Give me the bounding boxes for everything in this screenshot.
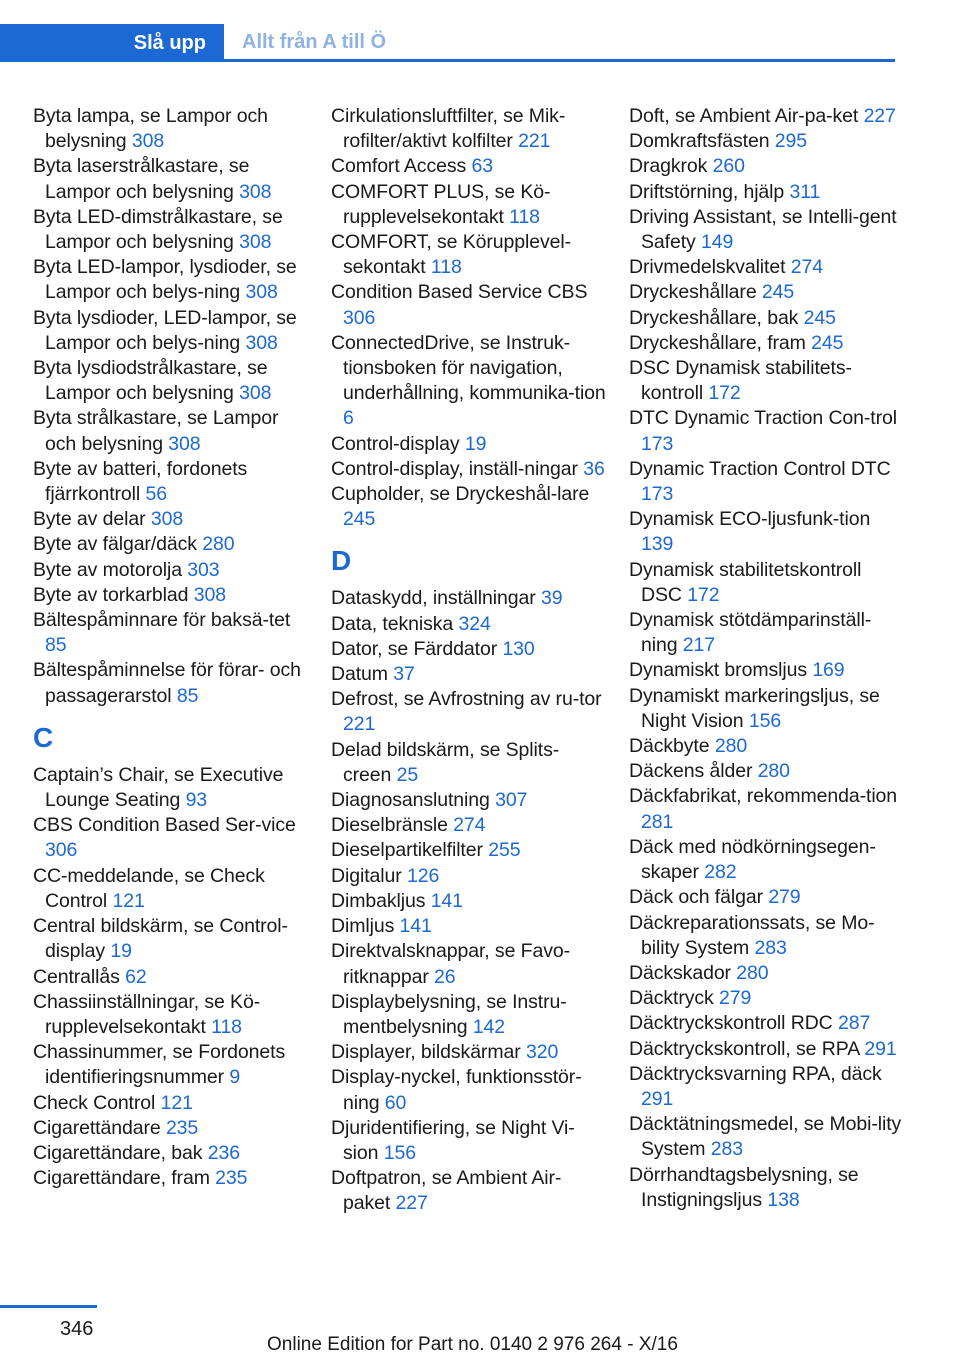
page-link[interactable]: 26 xyxy=(434,965,456,988)
header-tabs xyxy=(0,24,895,62)
index-entry xyxy=(629,306,904,331)
page-link[interactable]: 62 xyxy=(125,965,147,988)
index-term: Byta lampa, se Lampor och belysning xyxy=(33,105,268,153)
index-term: Byta lysdiodstrålkastare, se Lampor och belysning xyxy=(33,357,268,405)
index-term: Däck och fälgar xyxy=(629,886,763,909)
index-term: Däckreparationssats, se Mo-bility System xyxy=(629,911,875,959)
index-term: Defrost, se Avfrostning av ru-tor xyxy=(331,688,602,711)
page-link[interactable]: 308 xyxy=(239,231,272,254)
index-entry xyxy=(33,583,308,608)
index-entry xyxy=(331,738,606,788)
tab-allt-fran-a-till-o[interactable]: Allt från A till Ö xyxy=(242,31,387,53)
index-entry xyxy=(629,961,904,986)
index-term: Dörrhandtagsbelysning, se Instigningsljus xyxy=(629,1163,859,1211)
index-term: Doftpatron, se Ambient Air-paket xyxy=(331,1167,562,1215)
page-link[interactable]: 274 xyxy=(453,814,486,837)
index-entry xyxy=(629,154,904,179)
index-term: Datum xyxy=(331,663,388,686)
index-entry xyxy=(629,608,904,658)
page-link[interactable]: 149 xyxy=(701,231,734,254)
index-term: Diagnosanslutning xyxy=(331,789,490,812)
index-entry xyxy=(331,612,606,637)
index-term: Dynamisk stabilitetskontroll DSC xyxy=(629,558,862,606)
page-link[interactable]: 245 xyxy=(761,281,795,304)
index-entry xyxy=(331,1116,606,1166)
index-term: Dator, se Färddator xyxy=(331,637,498,660)
page-link[interactable]: 281 xyxy=(641,810,674,833)
index-term: Däcktätningsmedel, se Mobi-lity System xyxy=(629,1113,902,1161)
index-entry xyxy=(629,129,904,154)
page-link[interactable]: 138 xyxy=(767,1188,800,1211)
index-entry xyxy=(33,532,308,557)
index-term: Byte av torkarblad xyxy=(33,583,189,606)
page-link[interactable]: 141 xyxy=(399,915,432,938)
index-term: Byte av batteri, fordonets fjärrkontroll xyxy=(33,457,248,506)
index-entry xyxy=(33,1091,308,1116)
page-link[interactable]: 37 xyxy=(393,663,415,686)
page-link[interactable]: 93 xyxy=(185,789,208,812)
index-term: Däckens ålder xyxy=(629,760,753,783)
index-entry xyxy=(331,1065,606,1115)
page-link[interactable]: 36 xyxy=(583,457,605,480)
page-link[interactable]: 121 xyxy=(112,889,145,912)
index-term: Byta laserstrålkastare, se Lampor och belysning xyxy=(33,155,250,203)
index-entry xyxy=(33,608,308,658)
page-link[interactable]: 308 xyxy=(239,382,272,405)
index-term: Dynamiskt markeringsljus, se Night Vision xyxy=(629,684,880,732)
index-entry xyxy=(33,965,308,990)
page-link[interactable]: 303 xyxy=(187,558,220,581)
page-link[interactable]: 130 xyxy=(502,637,535,660)
index-term: Control-display xyxy=(331,432,460,455)
index-entry xyxy=(33,1166,308,1191)
index-term: Däckskador xyxy=(629,961,731,984)
index-term: Byta LED-lampor, lysdioder, se Lampor och belys-ning xyxy=(33,256,297,304)
page-link[interactable]: 9 xyxy=(229,1066,241,1089)
page-link[interactable]: 308 xyxy=(131,130,165,153)
page-link[interactable]: 221 xyxy=(518,130,551,153)
index-term: Byte av motorolja xyxy=(33,558,182,581)
index-entry xyxy=(33,763,308,813)
page-link[interactable]: 118 xyxy=(509,205,540,228)
index-entry xyxy=(33,255,308,305)
page-link[interactable]: 245 xyxy=(803,306,836,329)
index-entry xyxy=(33,813,308,863)
index-term: Byta lysdioder, LED-lampor, se Lampor och belys-ning xyxy=(33,306,297,354)
index-term: Driftstörning, hjälp xyxy=(629,180,785,203)
index-term: Dieselpartikelfilter xyxy=(331,839,483,862)
index-entry xyxy=(629,205,904,255)
index-entry xyxy=(331,838,606,863)
page-link[interactable]: 287 xyxy=(838,1012,871,1035)
page-link[interactable]: 291 xyxy=(641,1087,674,1110)
index-term: Byta LED-dimstrålkastare, se Lampor och belysning xyxy=(33,205,283,254)
index-entry xyxy=(629,104,904,129)
page-link[interactable]: 235 xyxy=(215,1167,248,1190)
index-entry xyxy=(629,759,904,784)
index-entry xyxy=(331,586,606,611)
index-term: Captain’s Chair, se Executive Lounge Seating xyxy=(33,763,284,812)
page-link[interactable]: 19 xyxy=(110,940,132,963)
index-entry xyxy=(33,1141,308,1166)
page-link[interactable]: 118 xyxy=(430,256,462,279)
index-column-2 xyxy=(331,104,606,1217)
page-number: 346 xyxy=(60,1318,94,1340)
index-term: Drivmedelskvalitet xyxy=(629,256,786,279)
page-link[interactable]: 227 xyxy=(395,1192,428,1215)
index-term: Dynamiskt bromsljus xyxy=(629,659,807,682)
index-entry xyxy=(629,280,904,305)
index-term: Domkraftsfästen xyxy=(629,130,770,153)
index-entry xyxy=(331,687,606,737)
page-link[interactable]: 172 xyxy=(687,583,720,606)
page-link[interactable]: 283 xyxy=(710,1138,743,1161)
index-entry xyxy=(331,104,606,154)
index-term: Centrallås xyxy=(33,965,120,988)
section-letter: C xyxy=(33,721,54,753)
index-entry xyxy=(33,306,308,356)
index-entry xyxy=(331,280,606,330)
index-entry xyxy=(33,406,308,456)
index-term: Dryckeshållare xyxy=(629,281,757,304)
index-term: Dynamisk stötdämparinställ-ning xyxy=(629,609,872,657)
index-entry xyxy=(33,154,308,204)
page-link[interactable]: 308 xyxy=(168,432,201,455)
index-term: Direktvalsknappar, se Favo-ritknappar xyxy=(331,940,570,988)
page-link[interactable]: 306 xyxy=(343,306,376,329)
index-entry xyxy=(33,507,308,532)
index-entry xyxy=(629,1011,904,1036)
index-term: DTC Dynamic Traction Con-trol xyxy=(629,407,897,430)
index-term: Control-display, inställ-ningar xyxy=(331,457,578,480)
index-entry xyxy=(331,939,606,989)
index-entry xyxy=(629,1112,904,1162)
index-entry xyxy=(629,180,904,205)
index-entry xyxy=(33,1040,308,1090)
page-link[interactable]: 320 xyxy=(525,1041,559,1064)
index-entry xyxy=(33,990,308,1040)
index-term: CC-meddelande, se Check Control xyxy=(33,864,265,912)
index-entry xyxy=(629,331,904,356)
index-term: Byta strålkastare, se Lampor och belysning xyxy=(33,407,279,455)
index-term: Cupholder, se Dryckeshål-lare xyxy=(331,483,590,506)
index-entry xyxy=(331,637,606,662)
index-term: Dynamisk ECO-ljusfunk-tion xyxy=(629,508,871,531)
index-entry xyxy=(629,507,904,557)
index-entry xyxy=(331,990,606,1040)
index-entry xyxy=(629,255,904,280)
index-entry xyxy=(629,558,904,608)
index-entry xyxy=(629,784,904,834)
page-link[interactable]: 282 xyxy=(704,861,737,884)
index-entry xyxy=(331,813,606,838)
page-link[interactable]: 280 xyxy=(736,961,769,984)
index-term: Cirkulationsluftfilter, se Mik-rofilter/aktivt kolfilter xyxy=(331,105,566,153)
page-link[interactable]: 311 xyxy=(789,180,821,203)
page-link[interactable]: 308 xyxy=(150,508,184,531)
index-entry xyxy=(629,457,904,507)
page-link[interactable]: 39 xyxy=(540,587,563,610)
index-entry xyxy=(33,1116,308,1141)
index-entry xyxy=(629,835,904,885)
page-link[interactable]: 279 xyxy=(719,987,752,1010)
index-term: Cigarettändare, bak xyxy=(33,1141,203,1164)
index-term: DSC Dynamisk stabilitets-kontroll xyxy=(629,357,852,405)
index-entry xyxy=(629,986,904,1011)
page-link[interactable]: 307 xyxy=(495,789,528,812)
page-link[interactable]: 156 xyxy=(383,1141,416,1164)
index-entry xyxy=(629,356,904,406)
page-link[interactable]: 274 xyxy=(790,256,823,279)
index-entry xyxy=(331,864,606,889)
page-link[interactable]: 295 xyxy=(774,130,808,153)
index-column-3 xyxy=(629,104,904,1213)
index-term: COMFORT PLUS, se Kö-rupplevelsekontakt xyxy=(331,180,551,228)
page-link[interactable]: 172 xyxy=(708,382,741,405)
page-link[interactable]: 308 xyxy=(239,180,272,203)
index-entry xyxy=(331,662,606,687)
index-entry xyxy=(629,658,904,683)
index-term: Displaybelysning, se Instru-mentbelysning xyxy=(331,990,567,1038)
index-term: Digitalur xyxy=(331,864,402,887)
header-divider xyxy=(0,59,895,62)
page-link[interactable]: 63 xyxy=(471,155,493,178)
page-link[interactable]: 6 xyxy=(343,407,354,430)
page-link[interactable]: 227 xyxy=(863,105,896,127)
index-entry xyxy=(331,432,606,457)
index-term: Däcktryckskontroll, se RPA xyxy=(629,1037,860,1060)
page-link[interactable]: 156 xyxy=(748,709,782,732)
page-link[interactable]: 255 xyxy=(488,839,521,862)
index-entry xyxy=(33,356,308,406)
index-term: ConnectedDrive, se Instruk-tionsboken för navigation, underhållning, kommunika-tion xyxy=(331,331,606,405)
tab-sla-upp[interactable]: Slå upp xyxy=(0,24,224,62)
page-link[interactable]: 118 xyxy=(211,1015,242,1038)
index-column-1 xyxy=(33,104,308,1191)
index-term: Däckfabrikat, rekommenda-tion xyxy=(629,785,898,808)
index-term: Data, tekniska xyxy=(331,612,454,635)
index-term: Central bildskärm, se Control-display xyxy=(33,915,288,963)
page-link[interactable]: 221 xyxy=(343,713,376,736)
index-entry xyxy=(331,331,606,432)
page-number-bar xyxy=(0,1305,97,1308)
page-link[interactable]: 308 xyxy=(193,583,226,606)
index-entry xyxy=(331,914,606,939)
index-term: CBS Condition Based Ser-vice xyxy=(33,814,296,837)
page-link[interactable]: 85 xyxy=(176,684,199,707)
page-link[interactable]: 324 xyxy=(458,612,491,635)
index-entry xyxy=(331,788,606,813)
index-entry xyxy=(331,180,606,230)
index-term: Dragkrok xyxy=(629,155,708,178)
index-term: Display-nyckel, funktionsstör-ning xyxy=(331,1066,582,1114)
page-link[interactable]: 280 xyxy=(714,735,748,758)
index-term: COMFORT, se Körupplevel-sekontakt xyxy=(331,231,571,279)
index-term: Displayer, bildskärmar xyxy=(331,1041,521,1064)
page-link[interactable]: 235 xyxy=(165,1116,199,1139)
index-entry xyxy=(33,205,308,255)
index-term: Dryckeshållare, bak xyxy=(629,306,799,329)
page-link[interactable]: 236 xyxy=(207,1141,240,1164)
index-entry xyxy=(629,406,904,456)
index-entry xyxy=(331,457,606,482)
index-entry xyxy=(33,658,308,708)
index-term: Däcktryckskontroll RDC xyxy=(629,1012,833,1035)
index-entry xyxy=(331,889,606,914)
index-term: Däck med nödkörningsegen-skaper xyxy=(629,835,876,884)
index-entry xyxy=(629,684,904,734)
page-link[interactable]: 279 xyxy=(768,886,801,909)
index-term: Delad bildskärm, se Splits-creen xyxy=(331,738,560,786)
index-entry xyxy=(331,1040,606,1065)
page-link[interactable]: 139 xyxy=(641,533,674,556)
page-link[interactable]: 245 xyxy=(811,331,844,354)
page-link[interactable]: 85 xyxy=(45,634,67,657)
page-link[interactable]: 245 xyxy=(343,508,376,531)
page-link[interactable]: 142 xyxy=(472,1015,506,1038)
index-entry xyxy=(629,1062,904,1112)
page-link[interactable]: 280 xyxy=(757,760,790,783)
page-link[interactable]: 25 xyxy=(396,763,419,786)
index-entry xyxy=(629,1037,904,1062)
index-entry xyxy=(33,104,308,154)
index-term: Däcktryck xyxy=(629,987,714,1010)
footer-edition: Online Edition for Part no. 0140 2 976 264 - X/16 xyxy=(267,1334,678,1355)
index-term: Dataskydd, inställningar xyxy=(331,587,536,610)
index-entry xyxy=(629,734,904,759)
index-term: Dieselbränsle xyxy=(331,814,448,837)
page-link[interactable]: 260 xyxy=(712,155,745,178)
page-link[interactable]: 306 xyxy=(45,839,78,862)
page-link[interactable]: 217 xyxy=(682,634,716,657)
index-term: Chassinummer, se Fordonets identifieringsnummer xyxy=(33,1041,286,1089)
index-entry xyxy=(331,154,606,179)
index-term: Condition Based Service CBS xyxy=(331,281,588,304)
index-entry xyxy=(629,1163,904,1213)
index-entry xyxy=(33,457,308,507)
index-term: Däckbyte xyxy=(629,735,710,758)
index-term: Driving Assistant, se Intelli-gent Safety xyxy=(629,205,897,254)
index-term: Check Control xyxy=(33,1091,156,1114)
page-link[interactable]: 291 xyxy=(864,1037,897,1060)
index-entry xyxy=(33,558,308,583)
index-term: Comfort Access xyxy=(331,155,467,178)
index-term: Dimljus xyxy=(331,915,395,938)
index-term: Doft, se Ambient Air-pa-ket xyxy=(629,105,859,127)
index-term: Bältespåminnelse för förar- och passagerarstol xyxy=(33,659,301,707)
index-term: Chassiinställningar, se Kö-rupplevelsekontakt xyxy=(33,990,261,1038)
index-entry xyxy=(331,1166,606,1216)
page-link[interactable]: 126 xyxy=(406,864,440,887)
page-link[interactable]: 173 xyxy=(641,483,674,506)
index-term: Bältespåminnare för baksä-tet xyxy=(33,609,291,632)
page-link[interactable]: 283 xyxy=(754,936,787,959)
index-term: Djuridentifiering, se Night Vi-sion xyxy=(331,1116,575,1164)
index-term: Byte av fälgar/däck xyxy=(33,533,197,556)
page-link[interactable]: 308 xyxy=(245,331,278,354)
index-term: Dynamic Traction Control DTC xyxy=(629,457,891,480)
page-link[interactable]: 141 xyxy=(430,889,463,912)
page-link[interactable]: 308 xyxy=(245,281,278,304)
index-term: Dryckeshållare, fram xyxy=(629,331,806,354)
index-term: Cigarettändare xyxy=(33,1116,161,1139)
page-link[interactable]: 19 xyxy=(464,432,487,455)
page-link[interactable]: 56 xyxy=(145,483,167,506)
section-letter: D xyxy=(331,545,352,577)
index-term: Cigarettändare, fram xyxy=(33,1167,210,1190)
page-link[interactable]: 280 xyxy=(202,533,235,556)
page-link[interactable]: 121 xyxy=(160,1091,193,1114)
index-entry xyxy=(629,885,904,910)
index-term: Dimbakljus xyxy=(331,889,426,912)
index-entry xyxy=(33,914,308,964)
index-entry xyxy=(33,864,308,914)
index-term: Byte av delar xyxy=(33,508,146,531)
page-link[interactable]: 60 xyxy=(384,1091,407,1114)
page-link[interactable]: 169 xyxy=(812,659,845,682)
index-entry xyxy=(331,230,606,280)
page-link[interactable]: 173 xyxy=(641,432,674,455)
index-entry xyxy=(629,911,904,961)
index-term: Däcktrycksvarning RPA, däck xyxy=(629,1062,882,1085)
index-entry xyxy=(331,482,606,532)
